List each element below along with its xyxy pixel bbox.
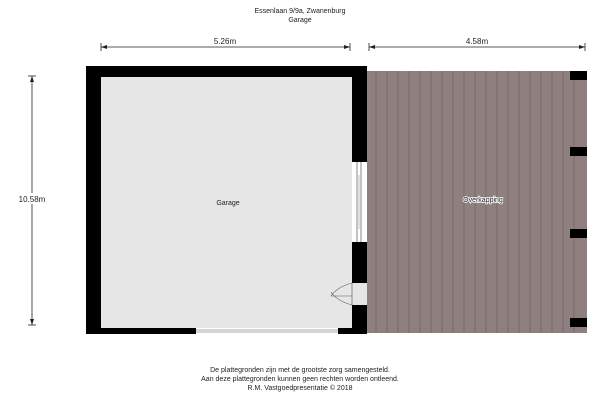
deck-post	[570, 147, 587, 156]
plan-address: Essenlaan 9/9a, Zwanenburg	[254, 8, 346, 15]
dimension-overhang-width	[369, 37, 585, 51]
room-label-overhang: Overkapping	[463, 197, 503, 204]
dimension-garage-width	[101, 37, 350, 51]
dimension-height-label: 10.58m	[18, 195, 46, 204]
dimension-height	[12, 76, 52, 325]
floor-name: Garage	[288, 17, 312, 24]
dimension-garage-width-label: 5.26m	[213, 37, 237, 46]
disclaimer-line-1: De plattegronden zijn met de grootste zorg samengesteld.	[210, 367, 390, 374]
copyright: R.M. Vastgoedpresentatie © 2018	[247, 385, 353, 392]
disclaimer-line-2: Aan deze plattegronden kunnen geen rechten worden ontleend.	[201, 376, 399, 383]
deck-post	[570, 229, 587, 238]
dimension-overhang-width-label: 4.58m	[465, 37, 489, 46]
room-label-garage: Garage	[216, 200, 240, 207]
disclaimer	[100, 366, 500, 393]
deck-post	[570, 318, 587, 327]
deck-post	[570, 71, 587, 80]
